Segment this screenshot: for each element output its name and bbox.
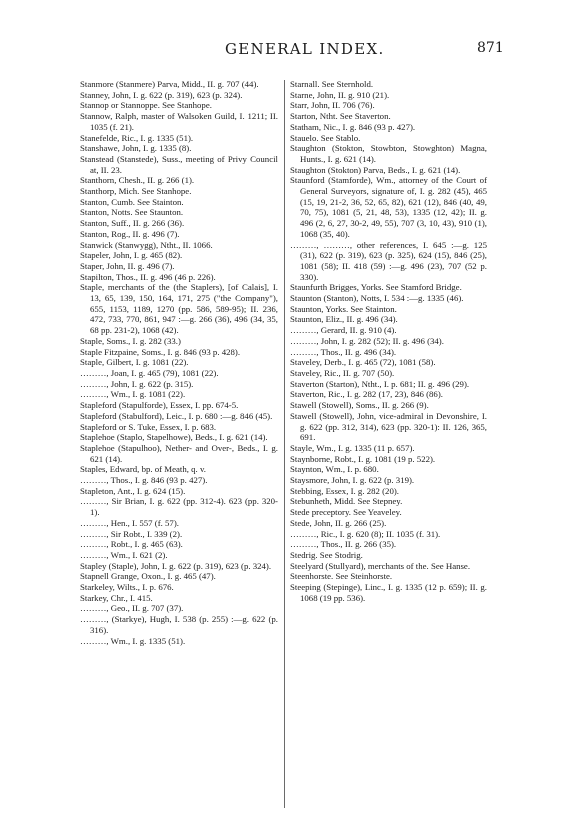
page-number: 871	[477, 40, 504, 56]
index-entry: Stanton, Suff., II. g. 266 (36).	[80, 218, 185, 229]
index-entry: ………, Wm., I. 621 (2).	[80, 549, 168, 560]
index-entry: Starne, John, II. g. 910 (21).	[290, 89, 390, 100]
index-entry: Stapnell Grange, Oxon., I. g. 465 (47).	[80, 571, 216, 582]
index-entry: Starkey, Chr., I. 415.	[80, 592, 153, 603]
index-entry: Stebunheth, Midd. See Stepney.	[290, 496, 403, 507]
index-entry: Statham, Nic., I. g. 846 (93 p. 427).	[290, 121, 416, 132]
index-entry: Staple, merchants of the (the Staplers), [of Calais], I. 13, 65, 139, 150, 164, 171, 275 ("the Company"), 655, 1153, 1189, 1270 (pp. 586, 589-95); II. 236, 472, 733, 770, 861, 947 :—g. 266 (36), 496 (34, 35, 68 pp. 231-2), 1068 (42).	[80, 282, 278, 336]
index-entry: Stapleford or S. Tuke, Essex, I. p. 683.	[80, 421, 217, 432]
index-entry: Staynborne, Robt., I. g. 1081 (19 p. 522).	[290, 453, 436, 464]
index-entry: Stannop or Stannoppe. See Stanhope.	[80, 100, 212, 111]
column-divider	[284, 80, 285, 808]
index-entry: ………, John, I. g. 622 (p. 315).	[80, 378, 194, 389]
index-entry: ………, (Starkye), Hugh, I. 538 (p. 255) :—g. 622 (p. 316).	[80, 614, 278, 635]
index-entry: ………, John, I. g. 282 (52); II. g. 496 (34).	[290, 335, 444, 346]
index-entry: Starnall. See Sternhold.	[290, 79, 374, 89]
index-entry: Stawell (Stowell), Soms., II. g. 266 (9).	[290, 400, 429, 411]
index-entry: Stanstead (Stanstede), Suss., meeting of Privy Council at, II. 23.	[80, 153, 278, 175]
index-entry: ………, Sir Brian, I. g. 622 (pp. 312-4). 623 (pp. 320-1).	[80, 496, 278, 518]
index-entry: Staveley, Derb., I. g. 465 (72), 1081 (58).	[290, 357, 436, 368]
index-entry: Stapilton, Thos., II. g. 496 (46 p. 226).	[80, 271, 216, 282]
index-entry: ………, Ric., I. g. 620 (8); II. 1035 (f. 31).	[290, 528, 441, 539]
index-entry: ………, Thos., II. g. 266 (35).	[290, 539, 397, 550]
index-entry: Starton, Ntht. See Staverton.	[290, 111, 391, 122]
index-entry: Staysmore, John, I. g. 622 (p. 319).	[290, 475, 415, 486]
index-entry: ………, Thos., I. g. 846 (93 p. 427).	[80, 475, 208, 486]
index-entry: Stawell (Stowell), John, vice-admiral in Devonshire, I. g. 622 (pp. 312, 314), 623 (pp. 320-1): II. 126, 365, 691.	[290, 410, 487, 443]
index-entry: Stanton, Notts. See Staunton.	[80, 207, 184, 218]
index-entry: ………, Wm., I. g. 1335 (51).	[80, 635, 186, 646]
index-entry: Stannow, Ralph, master of Walsoken Guild, I. 1211; II. 1035 (f. 21).	[80, 111, 278, 132]
index-entry: Stede preceptory. See Yeaveley.	[290, 507, 402, 518]
index-entry: Staper, John, II. g. 496 (7).	[80, 260, 175, 271]
index-entry: Stanmore (Stanmere) Parva, Midd., II. g. 707 (44).	[80, 79, 259, 89]
index-entry: Staples, Edward, bp. of Meath, q. v.	[80, 464, 206, 475]
index-entry: Stayle, Wm., I. g. 1335 (11 p. 657).	[290, 442, 415, 453]
index-entry: Staughton (Stokton) Parva, Beds., I. g. 621 (14).	[290, 164, 461, 175]
index-entry: Stanthorn, Chesh., II. g. 266 (1).	[80, 175, 195, 186]
index-entry: Steenhorste. See Steinhorste.	[290, 571, 393, 582]
index-entry: ………, Thos., II. g. 496 (34).	[290, 346, 397, 357]
index-entry: Staunton, Eliz., II. g. 496 (34).	[290, 314, 398, 325]
index-entry: Staunton, Yorks. See Stainton.	[290, 303, 397, 314]
index-entry: Staple Fitzpaine, Soms., I. g. 846 (93 p. 428).	[80, 346, 241, 357]
running-title: GENERAL INDEX.	[225, 40, 385, 58]
index-entry: Stedrig. See Stodrig.	[290, 549, 363, 560]
index-entry: Staplehoe (Staplo, Stapelhowe), Beds., I. g. 621 (14).	[80, 432, 268, 443]
index-entry: Staunton (Stanton), Notts, I. 534 :—g. 1335 (46).	[290, 293, 464, 304]
index-entry: Stebbing, Essex, I. g. 282 (20).	[290, 485, 399, 496]
index-entry: Stanton, Cumb. See Stainton.	[80, 196, 184, 207]
index-entry: ………, Robt., I. g. 465 (63).	[80, 539, 183, 550]
index-entry: ………, Joan, I. g. 465 (79), 1081 (22).	[80, 367, 219, 378]
index-entry: Staple, Gilbert, I. g. 1081 (22).	[80, 357, 189, 368]
index-entry: ………, Geo., II. g. 707 (37).	[80, 603, 184, 614]
index-entry: Stanthorp, Mich. See Stanhope.	[80, 186, 192, 197]
index-entry: Stanney, John, I. g. 622 (p. 319), 623 (p. 324).	[80, 89, 243, 100]
index-entry: Staverton (Starton), Ntht., I. p. 681; II. g. 496 (29).	[290, 378, 470, 389]
index-entry: Stapleford (Stapulforde), Essex, I. pp. 674-5.	[80, 400, 239, 411]
index-entry: Staplehoe (Stapulhoo), Nether- and Over-, Beds., I. g. 621 (14).	[80, 442, 278, 464]
index-entry: Stapleton, Ant., I. g. 624 (15).	[80, 485, 186, 496]
index-entry: Stanwick (Stanwygg), Ntht., II. 1066.	[80, 239, 213, 250]
index-entry: ………, Sir Robt., I. 339 (2).	[80, 528, 183, 539]
index-column-left	[80, 79, 278, 646]
index-entry: Staveley, Ric., II. g. 707 (50).	[290, 367, 395, 378]
index-entry: Staunford (Stamforde), Wm., attorney of the Court of General Surveyors, signature of, I. g. 282 (45), 465 (15, 19, 21-2, 36, 52, 65, 82), 621 (12), 846 (40, 49, 70, 75), 1081 (5, 21, 48, 53), 1335 (12, 42); II. g. 496 (2, 6, 27, 30-2, 49, 55), 707 (3, 10, 43), 910 (1), 1068 (35, 40).	[290, 175, 487, 239]
index-entry: Staughton (Stokton, Stowbton, Stowghton) Magna, Hunts., I. g. 621 (14).	[290, 143, 487, 164]
index-entry: Starr, John, II. 706 (76).	[290, 100, 375, 111]
index-entry: Starkeley, Wilts., I. p. 676.	[80, 582, 174, 593]
index-entry: Stapeler, John, I. g. 465 (82).	[80, 250, 183, 261]
index-entry: Stede, John, II. g. 266 (25).	[290, 517, 387, 528]
index-column-right	[290, 79, 487, 603]
index-entry: Steelyard (Stullyard), merchants of the. See Hanse.	[290, 560, 471, 571]
index-entry: ………, Hen., I. 557 (f. 57).	[80, 517, 179, 528]
index-entry: ………, ………, other references, I. 645 :—g. 125 (31), 622 (p. 319), 623 (p. 325), 624 (15), 846 (25), 1081 (58); II. 418 (59) :—g. 496 (23), 707 (52 p. 330).	[290, 239, 487, 282]
running-header	[0, 40, 567, 60]
index-entry: Stapley (Staple), John, I. g. 622 (p. 319), 623 (p. 324).	[80, 560, 272, 571]
index-entry: Staple, Soms., I. g. 282 (33.)	[80, 335, 181, 346]
index-entry: Stanton, Rog., II. g. 496 (7).	[80, 228, 180, 239]
index-entry: Staverton, Ric., I. g. 282 (17, 23), 846 (86).	[290, 389, 443, 400]
index-entry: Steeping (Stepinge), Linc., I. g. 1335 (12 p. 659); II. g. 1068 (19 pp. 536).	[290, 582, 487, 603]
index-entry: Staunfurth Brigges, Yorks. See Stamford Bridge.	[290, 282, 462, 293]
index-entry: ………, Wm., I. g. 1081 (22).	[80, 389, 186, 400]
index-entry: ………, Gerard, II. g. 910 (4).	[290, 325, 397, 336]
index-entry: Staynton, Wm., I. p. 680.	[290, 464, 379, 475]
index-entry: Stanshawe, John, I. g. 1335 (8).	[80, 143, 192, 154]
index-entry: Stauelo. See Stablo.	[290, 132, 361, 143]
index-entry: Stanefelde, Ric., I. g. 1335 (51).	[80, 132, 194, 143]
index-entry: Stapleford (Stabulford), Leic., I. p. 680 :—g. 846 (45).	[80, 410, 273, 421]
